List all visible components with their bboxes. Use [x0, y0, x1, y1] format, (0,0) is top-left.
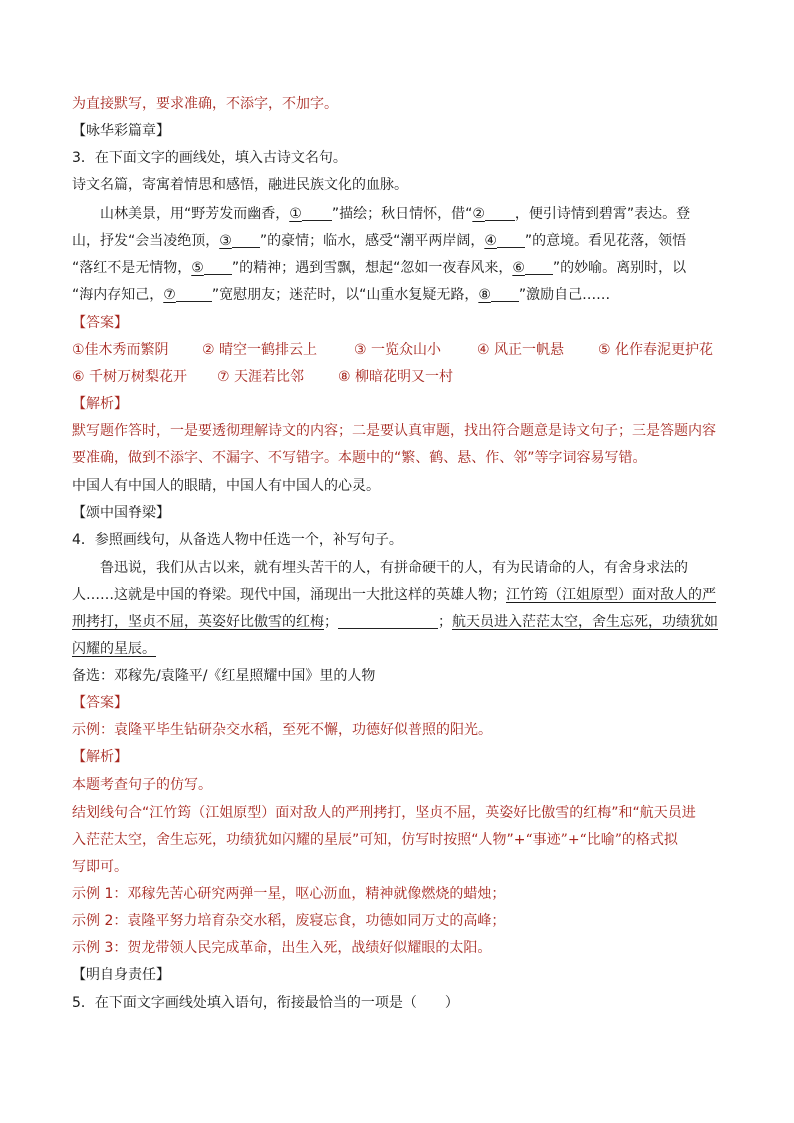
q4-analysis-label: 【解析】: [72, 749, 128, 765]
answer-item: ⑤ 化作春泥更护花: [598, 342, 714, 358]
q3-para-line4: [72, 285, 610, 305]
blank-8-label: ⑧: [478, 287, 491, 303]
q3-text: ”激励自己……: [518, 287, 611, 303]
q4-underlined-text: 航天员进入茫茫太空，舍生忘死，功绩犹如: [452, 614, 718, 630]
section-heading-1: 【咏华彩篇章】: [72, 123, 170, 139]
q3-text: “落红不是无情物，: [72, 260, 192, 276]
q4-example-3: 示例 3：贺龙带领人民完成革命，出生入死，战绩好似耀眼的太阳。: [72, 940, 492, 956]
blank-2-label: ②: [472, 206, 485, 222]
q4-underlined-text: 闪耀的星辰。: [72, 641, 156, 657]
q4-analysis-line3: [72, 830, 678, 850]
blank-6-label: ⑥: [512, 260, 525, 276]
blank-5: [204, 260, 232, 275]
answer-item: ⑥ 千树万树梨花开: [72, 369, 188, 385]
q4-example-1: 示例 1：邓稼先苦心研究两弹一星，呕心沥血，精神就像燃烧的蜡烛；: [72, 886, 506, 902]
answer-item: ⑦ 天涯若比邻: [217, 369, 305, 385]
q3-para-line2: [72, 231, 686, 251]
blank-7: [176, 287, 212, 302]
blank-3: [232, 233, 260, 248]
answer-item: ② 晴空一鹤排云上: [202, 342, 318, 358]
q3-text: ”的豪情；临水，感受“潮平两岸阔，: [259, 233, 485, 249]
q3-para-line1: [100, 204, 690, 224]
q4-choices: 备选：邓稼先/袁隆平/《红星照耀中国》里的人物: [72, 668, 376, 684]
q3-answer-label: 【答案】: [72, 315, 128, 331]
blank-1: [302, 206, 332, 221]
q4-analysis-line4: 写即可。: [72, 859, 128, 875]
q3-analysis-line1: 默写题作答时，一是要透彻理解诗文的内容；二是要认真审题，找出符合题意是诗文句子；三是答题内容: [72, 423, 716, 439]
q4-analysis-text: “事迹”+“比喻”的格式拟: [525, 832, 678, 848]
q4-underlined-text: 江竹筠（江姐原型）面对敌人的严: [506, 587, 716, 603]
q3-text: 山林美景，用“野芳发而幽香，: [100, 206, 290, 222]
answer-item: ③ 一览众山小: [354, 342, 442, 358]
blank-4: [497, 233, 525, 248]
q3-analysis-label: 【解析】: [72, 396, 128, 412]
q4-stem: 4．参照画线句，从备选人物中任选一个，补写句子。: [72, 532, 403, 548]
q3-text: 山，抒发“会当凌绝顶，: [72, 233, 220, 249]
blank-3-label: ③: [219, 233, 232, 249]
q3-stem: 3．在下面文字的画线处，填入古诗文名句。: [72, 150, 347, 166]
q4-text: ；: [438, 614, 452, 630]
q3-text: ，便引诗情到碧霄”表达。登: [514, 206, 691, 222]
q3-analysis-line3: 中国人有中国人的眼睛，中国人有中国人的心灵。: [72, 478, 380, 494]
blank-4-label: ④: [484, 233, 497, 249]
q4-para-line1: 鲁迅说，我们从古以来，就有埋头苦干的人，有拼命硬干的人，有为民请命的人，有舍身求法的: [100, 560, 688, 576]
q4-answer: 示例：袁隆平毕生钻研杂交水稻，至死不懈，功德好似普照的阳光。: [72, 722, 492, 738]
q3-text: ”的精神；遇到雪飘，想起“忽如一夜春风来，: [231, 260, 513, 276]
q3-text: ”的意境。看见花落，领悟: [524, 233, 687, 249]
q3-analysis-line2: 要准确，做到不添字、不漏字、不写错字。本题中的“繁、鹤、悬、作、邻”等字词容易写错。: [72, 450, 647, 466]
q4-example-2: 示例 2：袁隆平努力培育杂交水稻，废寝忘食，功德如同万丈的高峰；: [72, 913, 506, 929]
intro-tail: 为直接默写，要求准确，不添字，不加字。: [72, 96, 338, 112]
q3-para-line3: [72, 258, 686, 278]
section-heading-2: 【颂中国脊梁】: [72, 505, 170, 521]
q4-para-line2: [72, 585, 716, 605]
q4-answer-label: 【答案】: [72, 695, 128, 711]
blank-8: [491, 287, 519, 302]
q5-stem: 5．在下面文字画线处填入语句，衔接最恰当的一项是（ ）: [72, 995, 459, 1011]
blank-1-label: ①: [289, 206, 302, 222]
answer-item: ⑧ 柳暗花明又一村: [338, 369, 454, 385]
answer-item: ④ 风正一帆悬: [477, 342, 565, 358]
q4-text: 人……这就是中国的脊梁。现代中国，涌现出一大批这样的英雄人物；: [72, 587, 506, 603]
q4-analysis-line1: 本题考查句子的仿写。: [72, 777, 212, 793]
q4-text: ；: [324, 614, 338, 630]
q4-para-line4: [72, 639, 156, 659]
q4-para-line3: [72, 612, 718, 632]
q4-analysis-line2: 结划线句合“江竹筠（江姐原型）面对敌人的严刑拷打，坚贞不屈，英姿好比傲雪的红梅”和“航天员进: [72, 805, 696, 821]
q4-fill-blank: [338, 614, 438, 629]
q3-text: ”描绘；秋日情怀，借“: [331, 206, 473, 222]
q4-analysis-text: 入茫茫太空，舍生忘死，功绩犹如闪耀的星辰”可知，仿写时按照“人物”+: [72, 832, 526, 848]
q3-text: ”宽慰朋友；迷茫时，以“山重水复疑无路，: [211, 287, 479, 303]
answer-item: ①佳木秀而繁阴: [72, 342, 169, 358]
blank-2: [485, 206, 515, 221]
section-heading-3: 【明自身责任】: [72, 967, 170, 983]
q3-text: ”的妙喻。离别时，以: [552, 260, 687, 276]
q3-lead: 诗文名篇，寄寓着情思和感悟，融进民族文化的血脉。: [72, 177, 408, 193]
q4-underlined-text: 刑拷打，坚贞不屈，英姿好比傲雪的红梅: [72, 614, 324, 630]
blank-6: [525, 260, 553, 275]
q3-text: “海内存知己，: [72, 287, 164, 303]
blank-7-label: ⑦: [163, 287, 176, 303]
blank-5-label: ⑤: [191, 260, 204, 276]
